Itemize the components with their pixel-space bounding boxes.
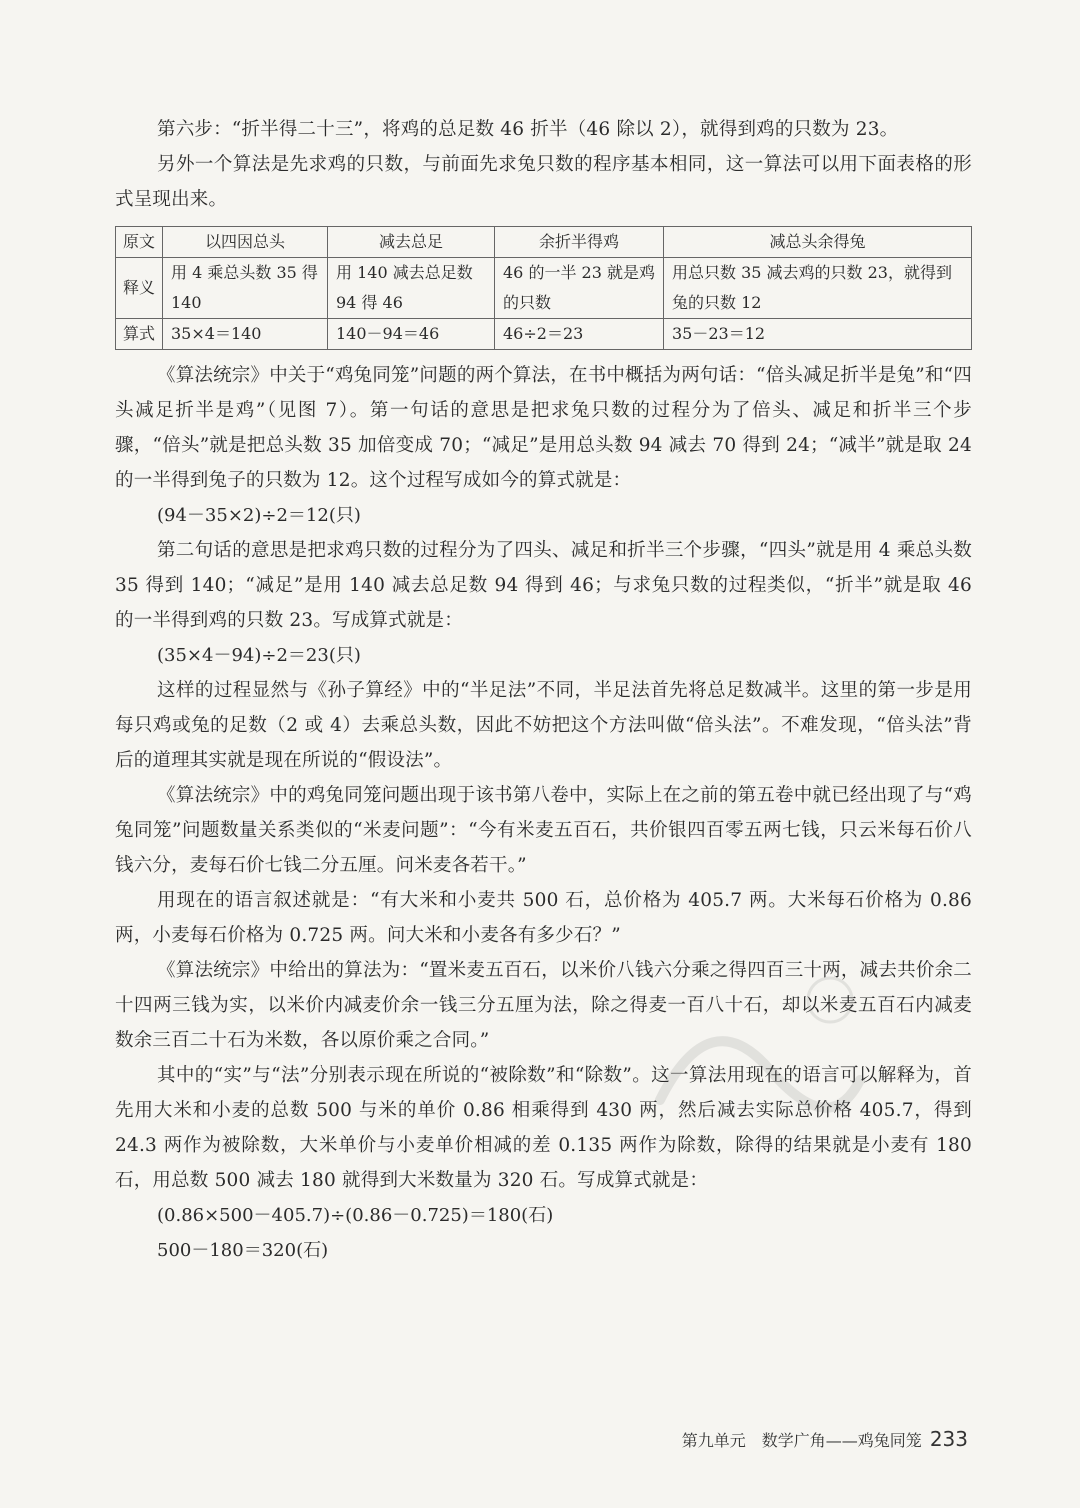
page-content (115, 112, 972, 1268)
algorithm-table (115, 226, 972, 350)
paragraph-two-algorithms: 《算法统宗》中关于“鸡兔同笼”问题的两个算法，在书中概括为两句话：“倍头减足折半是兔”和“四头减足折半是鸡”（见图 7）。第一句话的意思是把求兔只数的过程分为了倍头、减足和折半三个步骤，“倍头”就是把总头数 35 加倍变成 70；“减足”是用总头数 94 减去 70 得到 24；“减半”就是取 24 的一半得到兔子的只数为 12。这个过程写成如今的算式就是： (115, 365, 972, 491)
paragraph-explanation: 其中的“实”与“法”分别表示现在所说的“被除数”和“除数”。这一算法用现在的语言可以解释为，首先用大米和小麦的总数 500 与米的单价 0.86 相乘得到 430 两，然后减去实际总价格 405.7，得到 24.3 两作为被除数，大米单价与小麦单价相减的差 0.135 两作为除数，除得的结果就是小麦有 180 石，用总数 500 减去 180 就得到大米数量为 320 石。写成算式就是： (115, 1065, 972, 1191)
paragraph-step-six: 第六步：“折半得二十三”，将鸡的总足数 46 折半（46 除以 2），就得到鸡的只数为 23。 (157, 119, 899, 140)
paragraph-alternative-algorithm: 另外一个算法是先求鸡的只数，与前面先求兔只数的程序基本相同，这一算法可以用下面表格的形式呈现出来。 (115, 154, 972, 210)
paragraph-double-head-method: 这样的过程显然与《孙子算经》中的“半足法”不同，半足法首先将总足数减半。这里的第一步是用每只鸡或兔的足数（2 或 4）去乘总头数，因此不妨把这个方法叫做“倍头法”。不难发现，“倍头法”背后的道理其实就是现在所说的“假设法”。 (115, 680, 972, 771)
formula-chickens: (35×4－94)÷2＝23(只) (157, 645, 361, 666)
table-row-header: 释义 (116, 258, 163, 319)
paragraph-modern-statement: 用现在的语言叙述就是：“有大米和小麦共 500 石，总价格为 405.7 两。大米每石价格为 0.86 两，小麦每石价格为 0.725 两。问大米和小麦各有多少石？” (115, 890, 972, 946)
table-row (116, 258, 972, 319)
table-cell: 140－94＝46 (328, 319, 495, 350)
paragraph-rice-wheat-problem: 《算法统宗》中的鸡兔同笼问题出现于该书第八卷中，实际上在之前的第五卷中就已经出现了与“鸡兔同笼”问题数量关系类似的“米麦问题”：“今有米麦五百石，共价银四百零五两七钱，只云米每石价八钱六分，麦每石价七钱二分五厘。问米麦各若干。” (115, 785, 972, 876)
page-footer (682, 1427, 968, 1451)
table-cell: 用总只数 35 减去鸡的只数 23，就得到兔的只数 12 (664, 258, 972, 319)
paragraph-original-algorithm: 《算法统宗》中给出的算法为：“置米麦五百石，以米价八钱六分乘之得四百三十两，减去共价余二十四两三钱为实，以米价内减麦价余一钱三分五厘为法，除之得麦一百八十石，却以米麦五百石内减麦数余三百二十石为米数，各以原价乘之合同。” (115, 960, 972, 1051)
paragraph-second-sentence: 第二句话的意思是把求鸡只数的过程分为了四头、减足和折半三个步骤，“四头”就是用 4 乘总头数 35 得到 140；“减足”是用 140 减去总足数 94 得到 46；与求兔只数的过程类似，“折半”就是取 46 的一半得到鸡的只数 23。写成算式就是： (115, 540, 972, 631)
table-cell: 以四因总头 (163, 227, 328, 258)
table-row-header: 算式 (116, 319, 163, 350)
table-cell: 46÷2＝23 (495, 319, 664, 350)
table-row (116, 319, 972, 350)
table-row (116, 227, 972, 258)
formula-wheat: (0.86×500－405.7)÷(0.86－0.725)＝180(石) (157, 1205, 554, 1226)
table-cell: 减去总足 (328, 227, 495, 258)
table-cell: 用 4 乘总头数 35 得 140 (163, 258, 328, 319)
table-row-header: 原文 (116, 227, 163, 258)
formula-rice: 500－180＝320(石) (157, 1240, 329, 1261)
table-cell: 35－23＝12 (664, 319, 972, 350)
table-cell: 46 的一半 23 就是鸡的只数 (495, 258, 664, 319)
table-cell: 减总头余得兔 (664, 227, 972, 258)
table-cell: 余折半得鸡 (495, 227, 664, 258)
table-cell: 35×4＝140 (163, 319, 328, 350)
table-cell: 用 140 减去总足数 94 得 46 (328, 258, 495, 319)
chapter-title: 第九单元 数学广角——鸡兔同笼 (681, 1431, 922, 1450)
page-number: 233 (929, 1427, 968, 1451)
formula-rabbits: (94－35×2)÷2＝12(只) (157, 505, 361, 526)
